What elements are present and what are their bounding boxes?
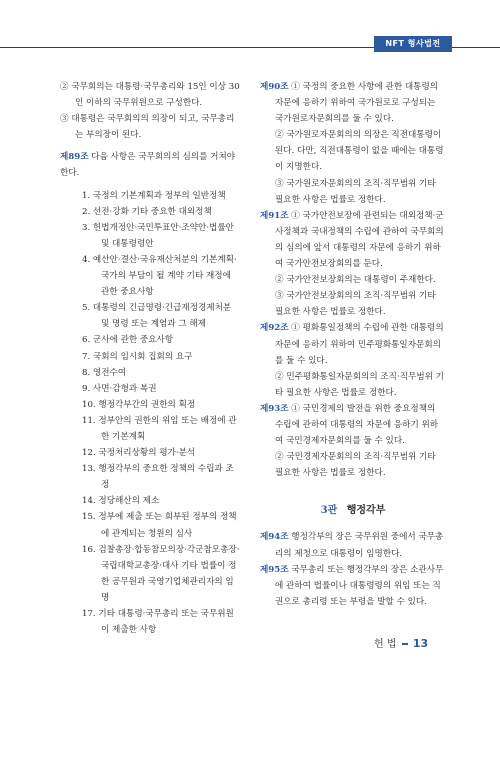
section-heading [260, 503, 446, 519]
list-item: 2. 선전·강화 기타 중요한 대외정책 [82, 206, 212, 217]
left-column [60, 79, 240, 638]
section-title: 행정각부 [346, 505, 386, 517]
art91-label: 제91조 [260, 210, 289, 221]
list-item: 17. 기타 대통령·국무총리 또는 국무위원이 제출한 사항 [82, 609, 234, 636]
list-item: 3. 헌법개정안·국민투표안·조약안·법률안 및 대통령령안 [82, 222, 234, 249]
list-item: 15. 정부에 제출 또는 회부된 정부의 정책에 관계되는 청원의 심사 [82, 512, 237, 539]
art89-list [60, 188, 240, 639]
art90-para-1 [260, 79, 446, 127]
art95 [260, 562, 446, 610]
art95-text: 국무총리 또는 행정각부의 장은 소관사무에 관하여 법률이나 대통령령의 위임 또는 직권으로 총리령 또는 부령을 발할 수 있다. [275, 564, 444, 607]
list-item: 10. 행정각부간의 권한의 획정 [82, 399, 196, 410]
art90-para-2: ② 국가원로자문회의의 의장은 직전대통령이 된다. 다만, 직전대통령이 없을 때에는 대통령이 지명한다. [275, 130, 444, 173]
art88-para-2: ② 국무회의는 대통령·국무총리와 15인 이상 30인 이하의 국무위원으로 구성한다. [60, 82, 240, 109]
art89-label: 제89조 [60, 152, 89, 163]
art93-para-2: ② 국민경제자문회의의 조직·직무범위 기타 필요한 사항은 법률로 정한다. [275, 452, 436, 479]
list-item: 12. 국정처리상황의 평가·분석 [82, 448, 196, 459]
list-item: 6. 군사에 관한 중요사항 [82, 335, 174, 346]
header-tab: NFT 형사법전 [374, 36, 452, 52]
art90-label: 제90조 [260, 82, 289, 92]
art92-label: 제92조 [260, 323, 289, 334]
footer-label: 헌 법 [374, 639, 397, 650]
art93-label: 제93조 [260, 403, 289, 414]
list-item: 7. 국회의 임시회 집회의 요구 [82, 351, 193, 362]
art92-text-1: ① 평화통일정책의 수립에 관한 대통령의 자문에 응하기 위하여 민주평화통일자문회의를 둘 수 있다. [275, 323, 444, 366]
art94-label: 제94조 [260, 532, 289, 543]
art92-para-1 [260, 320, 446, 368]
list-item: 11. 정부안의 권한의 위임 또는 배정에 관한 기본계획 [82, 415, 237, 442]
art88-para-3: ③ 대통령은 국무회의의 의장이 되고, 국무총리는 부의장이 된다. [60, 114, 235, 141]
art89-text: 다음 사항은 국무회의의 심의를 거쳐야 한다. [60, 152, 236, 179]
art94-text: 행정각부의 장은 국무위원 중에서 국무총리의 제청으로 대통령이 임명한다. [275, 532, 444, 559]
page-footer [374, 635, 454, 650]
section-number: 3관 [320, 505, 338, 517]
art90-text-1: ① 국정의 중요한 사항에 관한 대통령의 자문에 응하기 위하여 국가원로로 구성되는 국가원로자문회의를 둘 수 있다. [275, 82, 439, 125]
art94 [260, 529, 446, 561]
art91-para-1 [260, 208, 446, 272]
art95-label: 제95조 [260, 564, 289, 575]
art91-para-3: ③ 국가안전보장회의의 조직·직무범위 기타 필요한 사항은 법률로 정한다. [275, 291, 436, 318]
art91-text-1: ① 국가안전보장에 관련되는 대외정책·군사정책과 국내정책의 수립에 관하여 국무회의의 심의에 앞서 대통령의 자문에 응하기 위하여 국가안전보장회의를 둔다. [275, 210, 444, 270]
list-item: 14. 정당해산의 제소 [82, 496, 160, 507]
right-column [260, 79, 446, 610]
list-item: 5. 대통령의 긴급명령·긴급재정경제처분 및 명령 또는 계엄과 그 해제 [82, 303, 232, 330]
art90-para-3: ③ 국가원로자문회의의 조직·직무범위 기타 필요한 사항은 법률로 정한다. [275, 178, 436, 205]
list-item: 4. 예산안·결산·국유재산처분의 기본계획·국가의 부담이 될 계약 기타 재정에 관한 중요사항 [82, 254, 237, 298]
art91-para-2: ② 국가안전보장회의는 대통령이 주재한다. [275, 275, 436, 286]
page-number: 13 [412, 637, 429, 650]
list-item: 9. 사면·감형과 복권 [82, 383, 157, 394]
footer-separator [402, 643, 408, 645]
list-item: 8. 영전수여 [82, 367, 127, 378]
list-item: 16. 검찰총장·합동참모의장·각군참모총장·국립대학교총장·대사 기타 법률이 정한 공무원과 국영기업체관리자의 임명 [82, 544, 240, 603]
art93-text-1: ① 국민경제의 발전을 위한 중요정책의 수립에 관하여 대통령의 자문에 응하기 위하여 국민경제자문회의를 둘 수 있다. [275, 403, 439, 447]
list-item: 1. 국정의 기본계획과 정부의 일반정책 [82, 190, 226, 201]
art89 [60, 149, 240, 181]
list-item: 13. 행정각부의 중요한 정책의 수립과 조정 [82, 464, 234, 491]
art93-para-1 [260, 401, 446, 449]
art92-para-2: ② 민주평화통일자문회의의 조직·직무범위 기타 필요한 사항은 법률로 정한다. [275, 371, 444, 398]
